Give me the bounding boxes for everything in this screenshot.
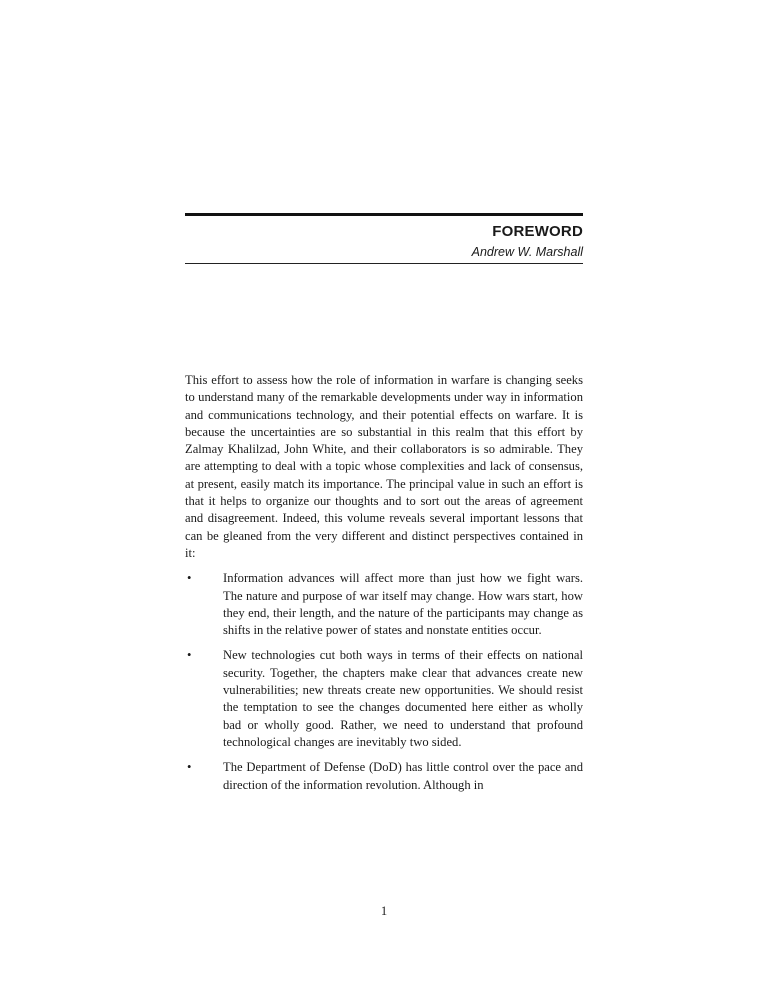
page-number: 1 bbox=[380, 904, 388, 918]
bullet-list bbox=[185, 570, 583, 794]
bullet-text: New technologies cut both ways in terms of their effects on national security. Together, the chapters make clear that advances create new vulnerabilities; new threats create new opportunities. We should resist the temptation to see the changes documented here either as wholly bad or wholly good. Rather, we need to understand that profound technological changes are inevitably two sided. bbox=[223, 648, 583, 749]
top-rule bbox=[185, 213, 583, 216]
bullet-text: Information advances will affect more than just how we fight wars. The nature and purpose of war itself may change. How wars start, how they end, their length, and the nature of the participants may change as shifts in the relative power of states and nonstate entities occur. bbox=[223, 571, 583, 638]
bullet-marker: • bbox=[187, 648, 192, 663]
chapter-header bbox=[185, 213, 583, 264]
bullet-marker: • bbox=[187, 760, 192, 775]
bottom-rule bbox=[185, 263, 583, 264]
bullet-text: The Department of Defense (DoD) has little control over the pace and direction of the information revolution. Although in bbox=[223, 760, 583, 792]
chapter-author: Andrew W. Marshall bbox=[471, 245, 583, 259]
intro-paragraph: This effort to assess how the role of information in warfare is changing seeks to understand many of the remarkable developments under way in information and communications technology, and their potential effects on warfare. It is because the uncertainties are so substantial in this realm that this effort by Zalmay Khalilzad, John White, and their collaborators is so admirable. They are attempting to deal with a topic whose complexities and lack of consensus, at present, easily match its importance. The principal value in such an effort is that it helps to organize our thoughts and to sort out the areas of agreement and disagreement. Indeed, this volume reveals several important lessons that can be gleaned from the very different and distinct perspectives contained in it: bbox=[185, 373, 583, 560]
bullet-marker: • bbox=[187, 571, 192, 586]
chapter-title: FOREWORD bbox=[492, 223, 583, 240]
bullet-item bbox=[185, 570, 583, 639]
bullet-item bbox=[185, 759, 583, 794]
body-text bbox=[185, 372, 583, 802]
bullet-item bbox=[185, 647, 583, 751]
